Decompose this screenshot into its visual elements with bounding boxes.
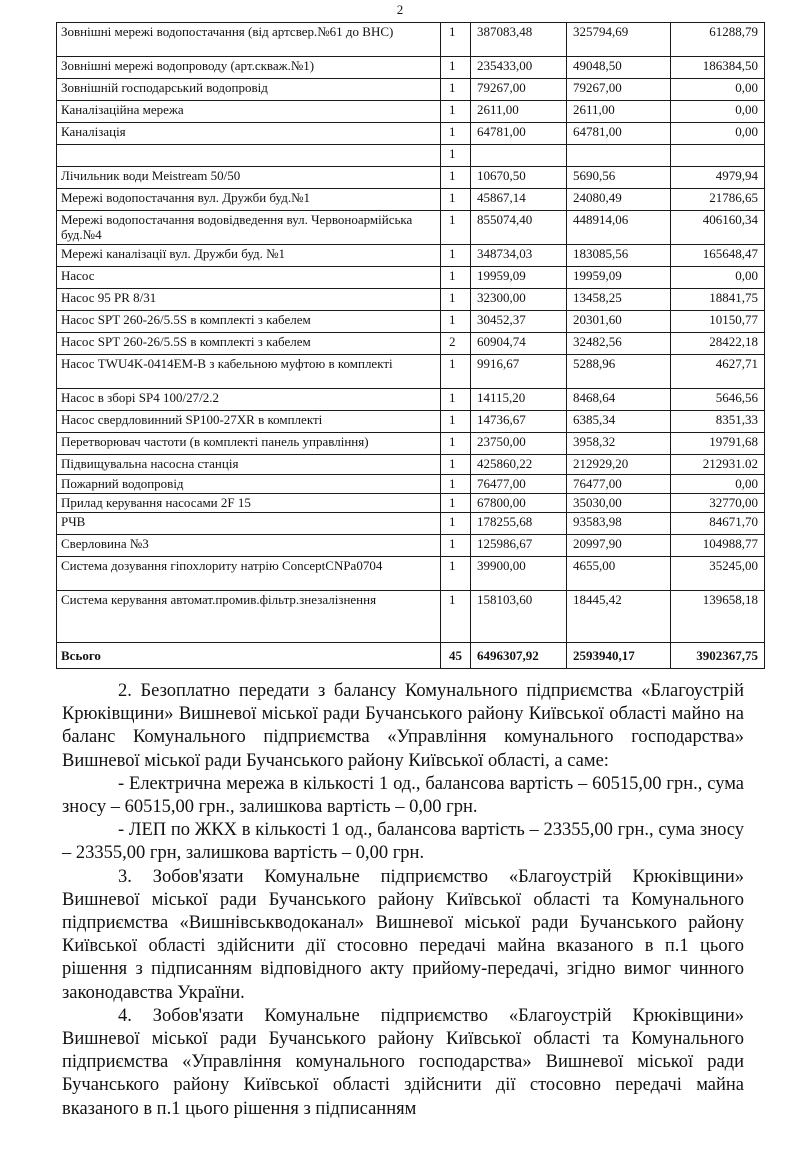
cell-wear-amount: 13458,25 [567,289,671,311]
cell-balance-value: 425860,22 [471,455,567,475]
cell-wear-amount: 24080,49 [567,189,671,211]
table-row [57,475,765,494]
cell-name: Мережі водопостачання водовідведення вул. Червоноармійська буд.№4 [57,211,441,245]
total-cell-residual-value: 3902367,75 [671,643,765,669]
cell-quantity: 1 [441,355,471,389]
paragraph-2: 2. Безоплатно передати з балансу Комунального підприємства «Благоустрій Крюківщини» Вишневої міської ради Бучанського району Київської області майно на баланс Комунального підприємства «Управління комунального господарства» Вишневої міської ради Бучанського району Київської області, а саме: [62,681,744,771]
cell-wear-amount: 5288,96 [567,355,671,389]
cell-name: Система керування автомат.промив.фільтр.знезалізнення [57,591,441,643]
cell-name: Насос в зборі SP4 100/27/2.2 [57,389,441,411]
cell-quantity: 1 [441,145,471,167]
cell-quantity: 1 [441,311,471,333]
cell-quantity: 1 [441,411,471,433]
cell-balance-value: 855074,40 [471,211,567,245]
cell-balance-value: 348734,03 [471,245,567,267]
cell-balance-value: 125986,67 [471,535,567,557]
cell-residual-value: 0,00 [671,267,765,289]
cell-name: Зовнішні мережі водопроводу (арт.скваж.№1) [57,57,441,79]
paragraph-3: 3. Зобов'язати Комунальне підприємство «Благоустрій Крюківщини» Вишневої міської ради Бучанського району Київської області та Комунального підприємства «Вишнівськводоканал» Вишневої міської ради Бучанського району Київської області здійснити дії стосовно передачі майна вказаного в п.1 цього рішення з підписанням відповідного акту прийому-передачі, згідно вимог чинного законодавства України. [62,866,744,1003]
table-row [57,145,765,167]
cell-balance-value: 10670,50 [471,167,567,189]
cell-residual-value: 21786,65 [671,189,765,211]
cell-wear-amount: 32482,56 [567,333,671,355]
paragraph-4: 4. Зобов'язати Комунальне підприємство «Благоустрій Крюківщини» Вишневої міської ради Бучанського району Київської області та Комунального підприємства «Управління комунального господарства» Вишневої міської ради Бучанського району Київської області здійснити дії стосовно передачі майна вказаного в п.1 цього рішення з підписанням [62,1005,744,1119]
cell-wear-amount: 64781,00 [567,123,671,145]
table-row [57,494,765,513]
cell-balance-value: 23750,00 [471,433,567,455]
cell-balance-value: 387083,48 [471,23,567,57]
cell-wear-amount: 325794,69 [567,23,671,57]
cell-balance-value: 14115,20 [471,389,567,411]
cell-balance-value [471,145,567,167]
cell-residual-value: 0,00 [671,475,765,494]
cell-name: Насос свердловинний SP100-27XR в комплекті [57,411,441,433]
table-row [57,455,765,475]
cell-quantity: 1 [441,211,471,245]
table-row [57,189,765,211]
cell-residual-value: 61288,79 [671,23,765,57]
table-row [57,267,765,289]
cell-residual-value: 4627,71 [671,355,765,389]
cell-balance-value: 45867,14 [471,189,567,211]
cell-residual-value: 19791,68 [671,433,765,455]
table-row [57,355,765,389]
cell-wear-amount: 448914,06 [567,211,671,245]
total-cell-wear-amount: 2593940,17 [567,643,671,669]
cell-name: Мережі каналізації вул. Дружби буд. №1 [57,245,441,267]
cell-residual-value: 32770,00 [671,494,765,513]
cell-residual-value: 212931.02 [671,455,765,475]
cell-residual-value: 18841,75 [671,289,765,311]
table-row [57,167,765,189]
table-row [57,289,765,311]
cell-quantity: 1 [441,23,471,57]
table-row [57,433,765,455]
cell-name [57,145,441,167]
assets-table-body [57,23,765,669]
cell-name: Зовнішні мережі водопостачання (від артсвер.№61 до ВНС) [57,23,441,57]
paragraph-item-electric-network: - Електрична мережа в кількості 1 од., балансова вартість – 60515,00 грн., сума зносу – 60515,00 грн., залишкова вартість – 0,00 грн. [62,773,744,818]
cell-name: Каналізація [57,123,441,145]
cell-quantity: 1 [441,557,471,591]
cell-balance-value: 14736,67 [471,411,567,433]
cell-residual-value: 0,00 [671,79,765,101]
cell-name: Каналізаційна мережа [57,101,441,123]
cell-residual-value: 165648,47 [671,245,765,267]
cell-quantity: 1 [441,535,471,557]
cell-balance-value: 76477,00 [471,475,567,494]
cell-residual-value: 10150,77 [671,311,765,333]
cell-residual-value: 104988,77 [671,535,765,557]
cell-wear-amount: 76477,00 [567,475,671,494]
cell-wear-amount: 20997,90 [567,535,671,557]
cell-quantity: 1 [441,494,471,513]
cell-balance-value: 235433,00 [471,57,567,79]
cell-residual-value: 139658,18 [671,591,765,643]
cell-name: Насос SPT 260-26/5.5S в комплекті з кабелем [57,311,441,333]
table-row [57,591,765,643]
cell-wear-amount: 5690,56 [567,167,671,189]
table-total-row [57,643,765,669]
cell-wear-amount [567,145,671,167]
cell-name: Перетворювач частоти (в комплекті панель управління) [57,433,441,455]
cell-wear-amount: 35030,00 [567,494,671,513]
cell-balance-value: 60904,74 [471,333,567,355]
cell-balance-value: 178255,68 [471,513,567,535]
total-cell-quantity: 45 [441,643,471,669]
cell-balance-value: 158103,60 [471,591,567,643]
cell-quantity: 1 [441,289,471,311]
paragraph-item-power-line: - ЛЕП по ЖКХ в кількості 1 од., балансова вартість – 23355,00 грн., сума зносу – 23355,00 грн, залишкова вартість – 0,00 грн. [62,820,744,864]
cell-residual-value: 84671,70 [671,513,765,535]
cell-residual-value: 5646,56 [671,389,765,411]
table-row [57,23,765,57]
cell-residual-value: 35245,00 [671,557,765,591]
table-row [57,389,765,411]
cell-residual-value: 0,00 [671,123,765,145]
cell-name: Сверловина №3 [57,535,441,557]
cell-wear-amount: 8468,64 [567,389,671,411]
cell-quantity: 2 [441,333,471,355]
cell-residual-value: 406160,34 [671,211,765,245]
cell-residual-value [671,145,765,167]
cell-wear-amount: 6385,34 [567,411,671,433]
cell-name: Підвищувальна насосна станція [57,455,441,475]
cell-wear-amount: 183085,56 [567,245,671,267]
cell-quantity: 1 [441,79,471,101]
cell-balance-value: 9916,67 [471,355,567,389]
cell-wear-amount: 49048,50 [567,57,671,79]
cell-residual-value: 28422,18 [671,333,765,355]
cell-balance-value: 2611,00 [471,101,567,123]
cell-name: Прилад керування насосами 2F 15 [57,494,441,513]
cell-quantity: 1 [441,123,471,145]
table-row [57,513,765,535]
cell-wear-amount: 3958,32 [567,433,671,455]
cell-name: Лічильник води Meistream 50/50 [57,167,441,189]
cell-balance-value: 30452,37 [471,311,567,333]
cell-wear-amount: 20301,60 [567,311,671,333]
cell-residual-value: 0,00 [671,101,765,123]
cell-name: Насос [57,267,441,289]
cell-quantity: 1 [441,389,471,411]
table-row [57,123,765,145]
cell-quantity: 1 [441,513,471,535]
cell-wear-amount: 212929,20 [567,455,671,475]
cell-name: Мережі водопостачання вул. Дружби буд.№1 [57,189,441,211]
cell-quantity: 1 [441,167,471,189]
cell-balance-value: 79267,00 [471,79,567,101]
cell-quantity: 1 [441,267,471,289]
table-row [57,245,765,267]
assets-table [56,22,765,669]
cell-name: Насос TWU4K-0414EM-B з кабельною муфтою в комплекті [57,355,441,389]
cell-wear-amount: 19959,09 [567,267,671,289]
table-row [57,79,765,101]
cell-balance-value: 64781,00 [471,123,567,145]
table-row [57,333,765,355]
total-cell-balance-value: 6496307,92 [471,643,567,669]
cell-quantity: 1 [441,57,471,79]
cell-quantity: 1 [441,433,471,455]
cell-name: РЧВ [57,513,441,535]
cell-wear-amount: 18445,42 [567,591,671,643]
cell-quantity: 1 [441,475,471,494]
cell-wear-amount: 79267,00 [567,79,671,101]
total-cell-name: Всього [57,643,441,669]
cell-wear-amount: 93583,98 [567,513,671,535]
table-row [57,101,765,123]
cell-name: Зовнішній господарський водопровід [57,79,441,101]
cell-quantity: 1 [441,245,471,267]
table-row [57,57,765,79]
cell-quantity: 1 [441,591,471,643]
cell-wear-amount: 2611,00 [567,101,671,123]
decision-text [62,680,744,1121]
cell-balance-value: 39900,00 [471,557,567,591]
cell-residual-value: 186384,50 [671,57,765,79]
cell-quantity: 1 [441,455,471,475]
table-row [57,557,765,591]
cell-residual-value: 4979,94 [671,167,765,189]
table-row [57,535,765,557]
cell-balance-value: 67800,00 [471,494,567,513]
cell-name: Пожарний водопровід [57,475,441,494]
table-row [57,311,765,333]
cell-name: Насос SPT 260-26/5.5S в комплекті з кабелем [57,333,441,355]
cell-wear-amount: 4655,00 [567,557,671,591]
cell-balance-value: 19959,09 [471,267,567,289]
table-row [57,211,765,245]
cell-quantity: 1 [441,189,471,211]
cell-name: Система дозування гіпохлориту натрію ConceptCNPa0704 [57,557,441,591]
page-number: 2 [396,2,404,17]
table-row [57,411,765,433]
cell-quantity: 1 [441,101,471,123]
cell-name: Насос 95 PR 8/31 [57,289,441,311]
cell-residual-value: 8351,33 [671,411,765,433]
cell-balance-value: 32300,00 [471,289,567,311]
